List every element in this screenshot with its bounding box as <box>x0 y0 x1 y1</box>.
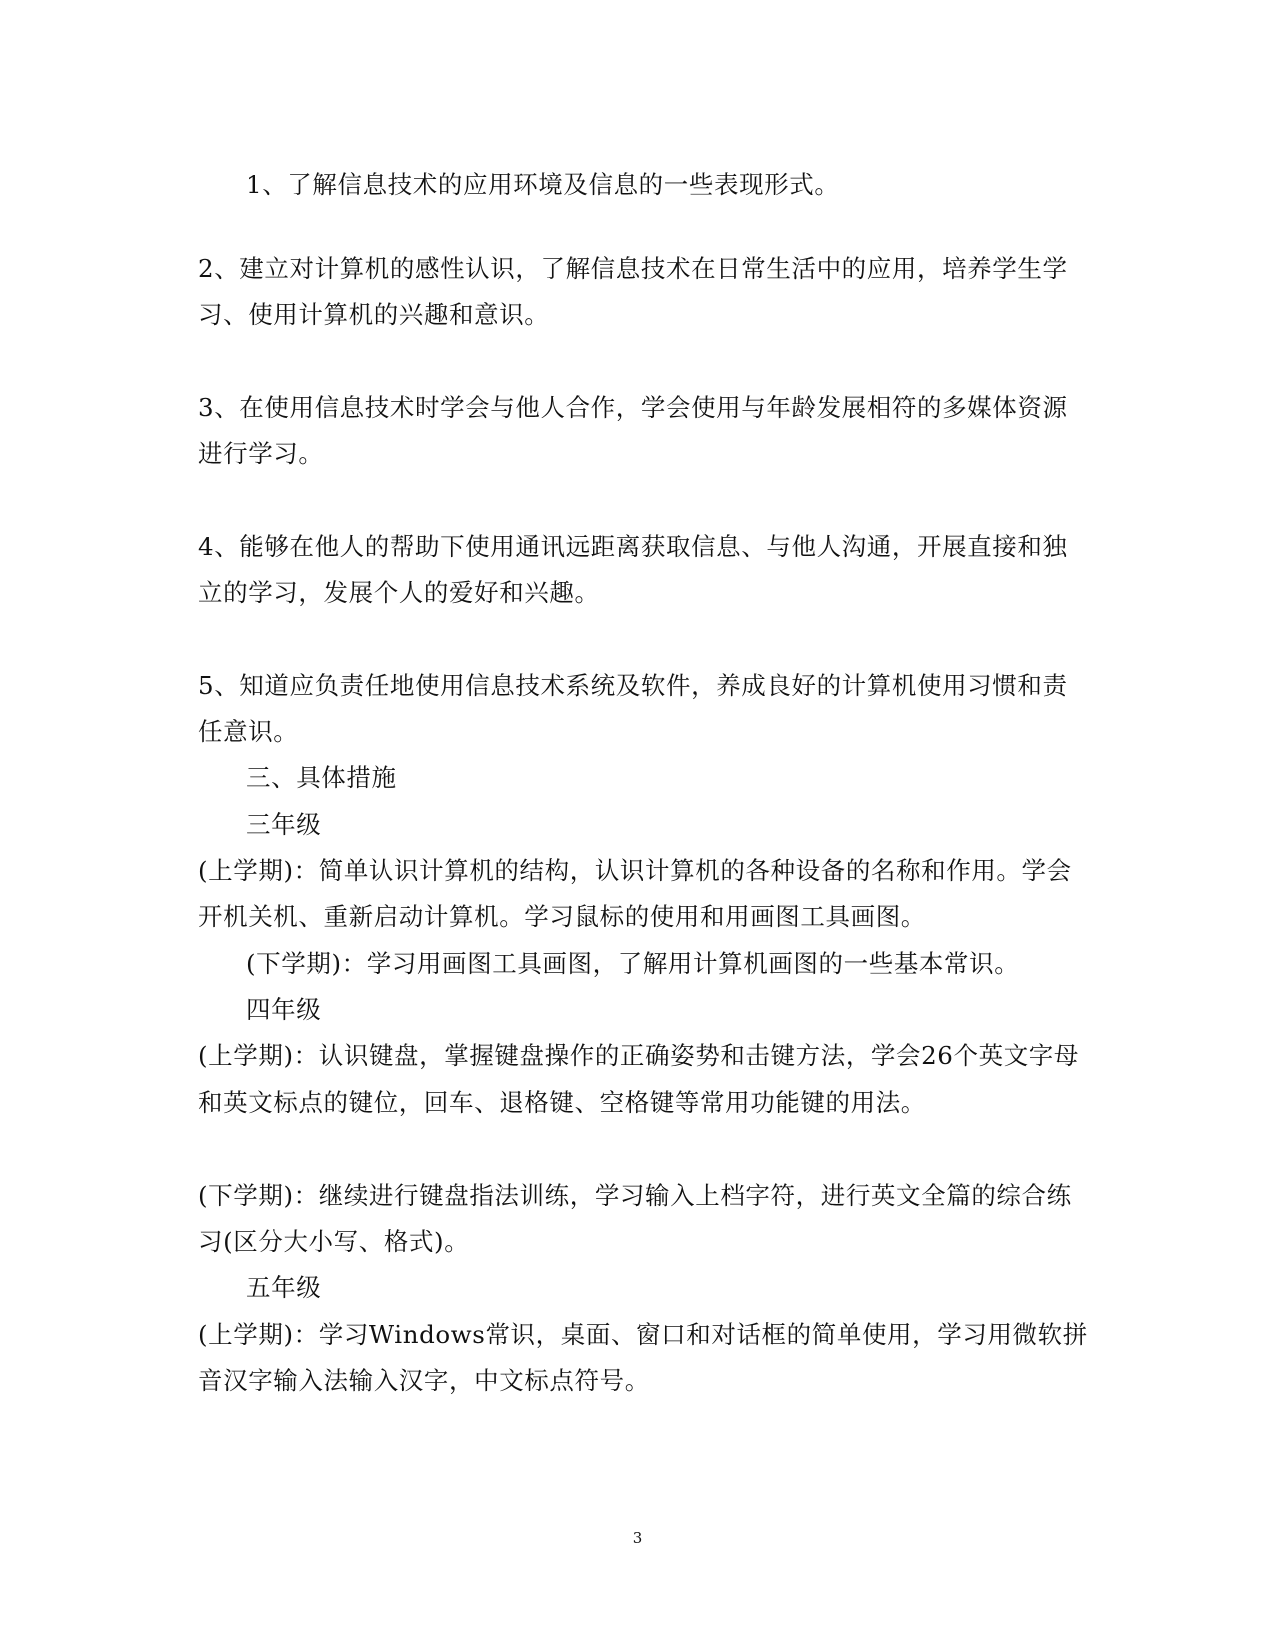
objective-3-line-1: 3、在使用信息技术时学会与他人合作，学会使用与年龄发展相符的多媒体资源 <box>198 393 1068 422</box>
grade-3-second-term: (下学期)：学习用画图工具画图，了解用计算机画图的一些基本常识。 <box>246 949 1020 978</box>
grade-4-second-term-line-2: 习(区分大小写、格式)。 <box>198 1227 470 1256</box>
page-number: 3 <box>632 1529 643 1547</box>
section-heading-measures: 三、具体措施 <box>246 763 397 792</box>
grade-5-first-term-line-1: (上学期)：学习Windows常识，桌面、窗口和对话框的简单使用，学习用微软拼 <box>198 1320 1088 1349</box>
grade-3-first-term-line-2: 开机关机、重新启动计算机。学习鼠标的使用和用画图工具画图。 <box>198 902 926 931</box>
objective-5-line-2: 任意识。 <box>198 717 299 746</box>
objective-4-line-1: 4、能够在他人的帮助下使用通讯远距离获取信息、与他人沟通，开展直接和独 <box>198 532 1068 561</box>
grade-3-heading: 三年级 <box>246 810 322 839</box>
objective-5-line-1: 5、知道应负责任地使用信息技术系统及软件，养成良好的计算机使用习惯和责 <box>198 671 1068 700</box>
objective-1-line-1: 1、了解信息技术的应用环境及信息的一些表现形式。 <box>246 170 840 199</box>
grade-4-second-term-line-1: (下学期)：继续进行键盘指法训练，学习输入上档字符，进行英文全篇的综合练 <box>198 1181 1072 1210</box>
grade-5-heading: 五年级 <box>246 1273 322 1302</box>
grade-5-first-term-line-2: 音汉字输入法输入汉字，中文标点符号。 <box>198 1366 650 1395</box>
objective-2-line-1: 2、建立对计算机的感性认识，了解信息技术在日常生活中的应用，培养学生学 <box>198 254 1068 283</box>
grade-3-first-term-line-1: (上学期)：简单认识计算机的结构，认识计算机的各种设备的名称和作用。学会 <box>198 856 1072 885</box>
objective-3-line-2: 进行学习。 <box>198 439 324 468</box>
grade-4-heading: 四年级 <box>246 995 322 1024</box>
grade-4-first-term-line-1: (上学期)：认识键盘，掌握键盘操作的正确姿势和击键方法，学会26个英文字母 <box>198 1041 1079 1070</box>
objective-2-line-2: 习、使用计算机的兴趣和意识。 <box>198 300 550 329</box>
objective-4-line-2: 立的学习，发展个人的爱好和兴趣。 <box>198 578 600 607</box>
grade-4-first-term-line-2: 和英文标点的键位，回车、退格键、空格键等常用功能键的用法。 <box>198 1088 926 1117</box>
